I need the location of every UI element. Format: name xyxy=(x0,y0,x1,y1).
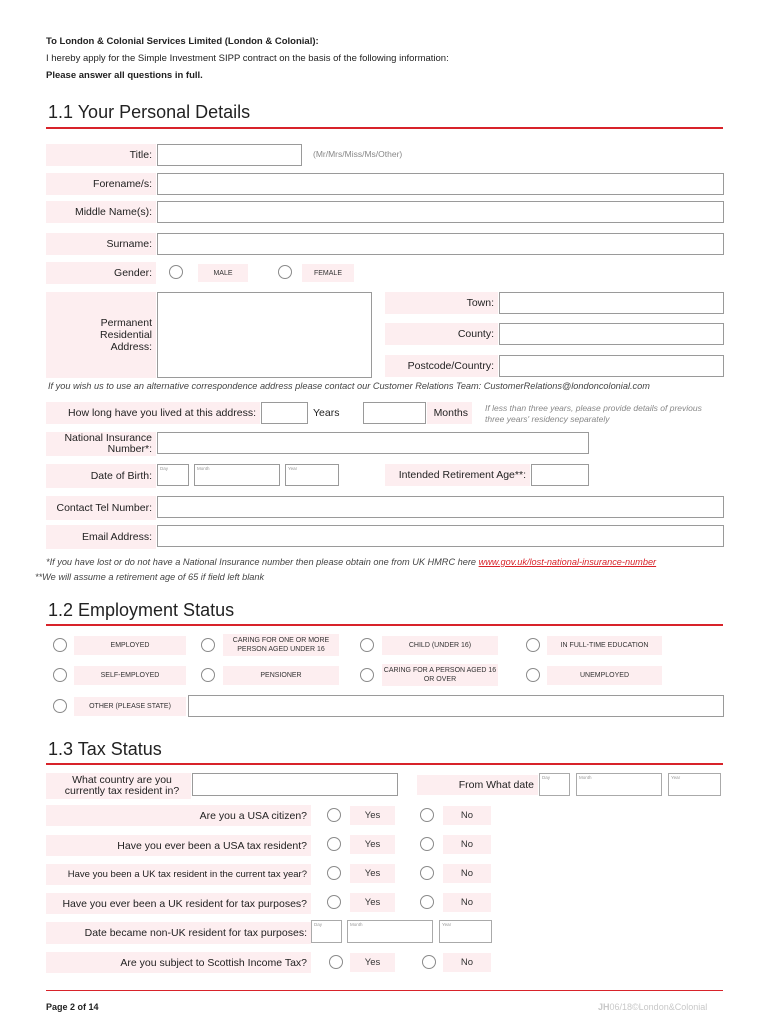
surname-label: Surname: xyxy=(46,233,156,255)
alt-address-note: If you wish us to use an alternative correspondence address please contact our Customer Relations Team: CustomerRelations@londoncolonial.com xyxy=(48,381,650,391)
education-label: IN FULL-TIME EDUCATION xyxy=(547,636,662,655)
section-tax-heading: 1.3 Tax Status xyxy=(48,739,162,759)
yes-label: Yes xyxy=(350,835,395,854)
yes-label: Yes xyxy=(350,806,395,825)
forename-input[interactable] xyxy=(157,173,724,195)
education-radio[interactable] xyxy=(526,638,540,652)
yes-label: Yes xyxy=(350,864,395,883)
ni-label-text: National Insurance Number*: xyxy=(64,432,152,455)
non-uk-year-input[interactable] xyxy=(439,920,492,943)
gender-male-label: MALE xyxy=(198,264,248,282)
section-rule xyxy=(46,624,723,626)
other-radio[interactable] xyxy=(53,699,67,713)
middle-name-label: Middle Name(s): xyxy=(46,201,156,223)
scottish-yes-radio[interactable] xyxy=(329,955,343,969)
other-input[interactable] xyxy=(188,695,724,717)
section-rule xyxy=(46,763,723,765)
section-rule xyxy=(46,127,723,129)
usa-citizen-yes-radio[interactable] xyxy=(327,808,341,822)
no-label: No xyxy=(443,864,491,883)
county-label: County: xyxy=(385,323,498,345)
town-label: Town: xyxy=(385,292,498,314)
non-uk-day-hint: Day xyxy=(314,922,323,927)
self-employed-radio[interactable] xyxy=(53,668,67,682)
q-usa-tax-resident: Have you ever been a USA tax resident? xyxy=(46,835,311,856)
from-year-input[interactable] xyxy=(668,773,721,796)
gender-label: Gender: xyxy=(46,262,156,284)
section-personal-details-heading: 1.1 Your Personal Details xyxy=(48,102,251,122)
uk-current-yes-radio[interactable] xyxy=(327,866,341,880)
dob-year-input[interactable] xyxy=(285,464,339,486)
intro-addressee: To London & Colonial Services Limited (London & Colonial): xyxy=(46,36,319,47)
footnote-retirement: **We will assume a retirement age of 65 if field left blank xyxy=(35,572,265,582)
address-input[interactable] xyxy=(157,292,372,378)
non-uk-day-input[interactable] xyxy=(311,920,342,943)
middle-name-input[interactable] xyxy=(157,201,724,223)
dob-month-hint: Month xyxy=(197,466,210,471)
section-employment-heading: 1.2 Employment Status xyxy=(48,600,235,620)
dob-day-input[interactable] xyxy=(157,464,189,486)
usa-resident-no-radio[interactable] xyxy=(420,837,434,851)
gender-female-label: FEMALE xyxy=(302,264,354,282)
tax-country-input[interactable] xyxy=(192,773,398,796)
no-label: No xyxy=(443,835,491,854)
ni-input[interactable] xyxy=(157,432,589,454)
ni-link[interactable]: www.gov.uk/lost-national-insurance-number xyxy=(478,557,657,567)
postcode-input[interactable] xyxy=(499,355,724,377)
yes-label: Yes xyxy=(350,953,395,972)
title-input[interactable] xyxy=(157,144,302,166)
employed-label: EMPLOYED xyxy=(74,636,186,655)
uk-current-no-radio[interactable] xyxy=(420,866,434,880)
q-non-uk-date: Date became non-UK resident for tax purposes: xyxy=(46,922,311,944)
no-label: No xyxy=(443,893,491,912)
employed-radio[interactable] xyxy=(53,638,67,652)
gender-female-radio[interactable] xyxy=(278,265,292,279)
intro-statement: I hereby apply for the Simple Investment SIPP contract on the basis of the following information: xyxy=(46,53,449,64)
q-scottish-tax: Are you subject to Scottish Income Tax? xyxy=(46,952,311,973)
dob-label: Date of Birth: xyxy=(46,464,156,488)
caring-over16-radio[interactable] xyxy=(360,668,374,682)
pensioner-radio[interactable] xyxy=(201,668,215,682)
footnote-ni xyxy=(46,557,656,567)
self-employed-label: SELF-EMPLOYED xyxy=(74,666,186,685)
dob-year-hint: Year xyxy=(288,466,298,471)
q-uk-tax-current-year: Have you been a UK tax resident in the current tax year? xyxy=(46,864,311,885)
yes-label: Yes xyxy=(350,893,395,912)
from-month-input[interactable] xyxy=(576,773,662,796)
address-label-text: Permanent Residential Address: xyxy=(100,317,152,353)
non-uk-month-hint: Month xyxy=(350,922,363,927)
tax-country-label-text: What country are you currently tax resident in? xyxy=(64,774,180,797)
caring-over16-label: CARING FOR A PERSON AGED 16 OR OVER xyxy=(382,664,498,686)
forename-label: Forename/s: xyxy=(46,173,156,195)
tel-input[interactable] xyxy=(157,496,724,518)
document-code-rest: 06/18©London&Colonial xyxy=(609,1002,708,1012)
retirement-age-input[interactable] xyxy=(531,464,589,486)
caring-under16-label: CARING FOR ONE OR MORE PERSON AGED UNDER 16 xyxy=(223,634,339,656)
footnote-ni-text: *If you have lost or do not have a National Insurance number then please obtain one from UK HMRC here xyxy=(46,557,479,567)
months-label: Months xyxy=(427,402,472,424)
non-uk-month-input[interactable] xyxy=(347,920,433,943)
from-day-input[interactable] xyxy=(539,773,570,796)
postcode-label: Postcode/Country: xyxy=(385,355,498,377)
q-usa-citizen: Are you a USA citizen? xyxy=(46,805,311,826)
child-radio[interactable] xyxy=(360,638,374,652)
lived-label: How long have you lived at this address: xyxy=(46,402,260,424)
from-year-hint: Year xyxy=(671,775,681,780)
no-label: No xyxy=(443,953,491,972)
usa-resident-yes-radio[interactable] xyxy=(327,837,341,851)
lived-years-input[interactable] xyxy=(261,402,308,424)
lived-note: If less than three years, please provide details of previous three years' residency separately xyxy=(485,403,702,424)
dob-day-hint: Day xyxy=(160,466,169,471)
email-label: Email Address: xyxy=(46,525,156,549)
retirement-age-label: Intended Retirement Age**: xyxy=(385,464,530,486)
pensioner-label: PENSIONER xyxy=(223,666,339,685)
uk-ever-yes-radio[interactable] xyxy=(327,895,341,909)
q-uk-resident-ever: Have you ever been a UK resident for tax purposes? xyxy=(46,893,311,914)
tel-label: Contact Tel Number: xyxy=(46,496,156,520)
page-number: Page 2 of 14 xyxy=(46,1002,99,1012)
lived-months-input[interactable] xyxy=(363,402,426,424)
no-label: No xyxy=(443,806,491,825)
uk-ever-no-radio[interactable] xyxy=(420,895,434,909)
from-month-hint: Month xyxy=(579,775,592,780)
title-label: Title: xyxy=(46,144,156,166)
ni-label xyxy=(46,432,156,456)
scottish-no-radio[interactable] xyxy=(422,955,436,969)
caring-under16-radio[interactable] xyxy=(201,638,215,652)
email-input[interactable] xyxy=(157,525,724,547)
from-day-hint: Day xyxy=(542,775,551,780)
dob-month-input[interactable] xyxy=(194,464,280,486)
from-date-label: From What date xyxy=(417,775,538,795)
address-label xyxy=(46,292,156,378)
town-input[interactable] xyxy=(499,292,724,314)
child-label: CHILD (UNDER 16) xyxy=(382,636,498,655)
document-code xyxy=(598,1002,707,1012)
county-input[interactable] xyxy=(499,323,724,345)
gender-male-radio[interactable] xyxy=(169,265,183,279)
unemployed-label: UNEMPLOYED xyxy=(547,666,662,685)
unemployed-radio[interactable] xyxy=(526,668,540,682)
document-code-bold: JH xyxy=(598,1002,610,1012)
title-hint: (Mr/Mrs/Miss/Ms/Other) xyxy=(313,149,403,159)
other-label: OTHER (PLEASE STATE) xyxy=(74,697,186,716)
surname-input[interactable] xyxy=(157,233,724,255)
non-uk-year-hint: Year xyxy=(442,922,452,927)
tax-country-label xyxy=(46,773,191,799)
footer-rule xyxy=(46,990,723,991)
usa-citizen-no-radio[interactable] xyxy=(420,808,434,822)
years-label: Years xyxy=(313,407,340,419)
intro-instruction: Please answer all questions in full. xyxy=(46,70,203,81)
